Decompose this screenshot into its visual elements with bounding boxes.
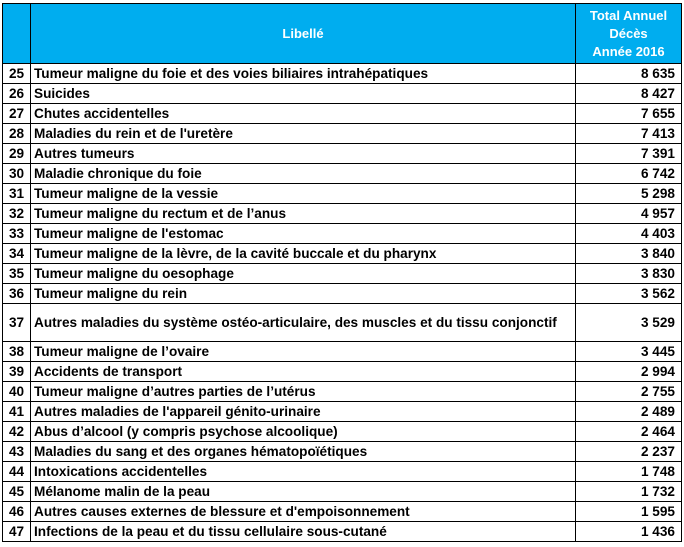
row-label: Maladie chronique du foie <box>31 164 576 184</box>
table-row <box>3 442 682 462</box>
row-rank: 36 <box>3 284 31 304</box>
table-row <box>3 462 682 482</box>
header-total-line1: Total Annuel <box>589 8 668 23</box>
row-value: 2 755 <box>576 382 682 402</box>
row-value: 1 748 <box>576 462 682 482</box>
row-value: 8 635 <box>576 64 682 84</box>
row-rank: 29 <box>3 144 31 164</box>
row-value: 7 391 <box>576 144 682 164</box>
table-row <box>3 144 682 164</box>
row-value: 3 830 <box>576 264 682 284</box>
row-value: 3 445 <box>576 342 682 362</box>
table-row <box>3 522 682 542</box>
row-rank: 33 <box>3 224 31 244</box>
table-row <box>3 164 682 184</box>
header-total-line2: Décès <box>609 26 648 41</box>
table-row <box>3 402 682 422</box>
header-total-line3: Année 2016 <box>592 44 665 59</box>
row-value: 4 403 <box>576 224 682 244</box>
table-row <box>3 204 682 224</box>
row-value: 2 464 <box>576 422 682 442</box>
table-row <box>3 284 682 304</box>
row-value: 2 489 <box>576 402 682 422</box>
row-rank: 39 <box>3 362 31 382</box>
row-label: Suicides <box>31 84 576 104</box>
table-row <box>3 304 682 342</box>
row-value: 2 237 <box>576 442 682 462</box>
table-row <box>3 84 682 104</box>
row-rank: 45 <box>3 482 31 502</box>
row-label: Chutes accidentelles <box>31 104 576 124</box>
row-label: Tumeur maligne de l'estomac <box>31 224 576 244</box>
row-value: 2 994 <box>576 362 682 382</box>
table-body <box>3 64 682 542</box>
row-rank: 34 <box>3 244 31 264</box>
header-total <box>576 4 682 64</box>
row-label: Tumeur maligne de l’ovaire <box>31 342 576 362</box>
row-label: Maladies du rein et de l'uretère <box>31 124 576 144</box>
mortality-table-container <box>2 3 682 542</box>
row-value: 3 840 <box>576 244 682 264</box>
table-row <box>3 342 682 362</box>
header-rank-cell <box>3 4 31 64</box>
row-value: 1 595 <box>576 502 682 522</box>
row-value: 5 298 <box>576 184 682 204</box>
row-rank: 41 <box>3 402 31 422</box>
row-value: 1 436 <box>576 522 682 542</box>
row-rank: 46 <box>3 502 31 522</box>
row-rank: 47 <box>3 522 31 542</box>
row-label: Tumeur maligne du rein <box>31 284 576 304</box>
row-label: Abus d’alcool (y compris psychose alcoolique) <box>31 422 576 442</box>
row-label: Tumeur maligne d’autres parties de l’utérus <box>31 382 576 402</box>
row-value: 4 957 <box>576 204 682 224</box>
row-rank: 35 <box>3 264 31 284</box>
row-rank: 42 <box>3 422 31 442</box>
row-rank: 32 <box>3 204 31 224</box>
row-rank: 40 <box>3 382 31 402</box>
row-label: Infections de la peau et du tissu cellulaire sous-cutané <box>31 522 576 542</box>
row-label: Intoxications accidentelles <box>31 462 576 482</box>
table-row <box>3 422 682 442</box>
table-row <box>3 184 682 204</box>
row-value: 1 732 <box>576 482 682 502</box>
row-label: Tumeur maligne de la vessie <box>31 184 576 204</box>
row-value: 8 427 <box>576 84 682 104</box>
row-label: Maladies du sang et des organes hématopoïétiques <box>31 442 576 462</box>
row-label: Autres maladies du système ostéo-articulaire, des muscles et du tissu conjonctif <box>31 304 576 342</box>
row-rank: 44 <box>3 462 31 482</box>
row-value: 7 413 <box>576 124 682 144</box>
table-row <box>3 362 682 382</box>
table-row <box>3 104 682 124</box>
row-value: 3 562 <box>576 284 682 304</box>
table-row <box>3 124 682 144</box>
row-rank: 30 <box>3 164 31 184</box>
row-label: Accidents de transport <box>31 362 576 382</box>
row-rank: 31 <box>3 184 31 204</box>
row-rank: 37 <box>3 304 31 342</box>
row-label: Autres causes externes de blessure et d'empoisonnement <box>31 502 576 522</box>
row-rank: 26 <box>3 84 31 104</box>
row-label: Mélanome malin de la peau <box>31 482 576 502</box>
row-rank: 27 <box>3 104 31 124</box>
row-label: Tumeur maligne du foie et des voies biliaires intrahépatiques <box>31 64 576 84</box>
row-rank: 43 <box>3 442 31 462</box>
row-value: 3 529 <box>576 304 682 342</box>
table-row <box>3 224 682 244</box>
row-label: Tumeur maligne du rectum et de l’anus <box>31 204 576 224</box>
row-label: Tumeur maligne du oesophage <box>31 264 576 284</box>
table-row <box>3 502 682 522</box>
header-label: Libellé <box>31 4 576 64</box>
table-row <box>3 64 682 84</box>
table-row <box>3 244 682 264</box>
row-label: Tumeur maligne de la lèvre, de la cavité buccale et du pharynx <box>31 244 576 264</box>
table-row <box>3 482 682 502</box>
row-label: Autres tumeurs <box>31 144 576 164</box>
row-value: 7 655 <box>576 104 682 124</box>
table-row <box>3 382 682 402</box>
row-rank: 28 <box>3 124 31 144</box>
row-value: 6 742 <box>576 164 682 184</box>
row-rank: 38 <box>3 342 31 362</box>
table-header <box>3 4 682 64</box>
row-label: Autres maladies de l'appareil génito-urinaire <box>31 402 576 422</box>
table-row <box>3 264 682 284</box>
mortality-table <box>2 3 682 542</box>
row-rank: 25 <box>3 64 31 84</box>
